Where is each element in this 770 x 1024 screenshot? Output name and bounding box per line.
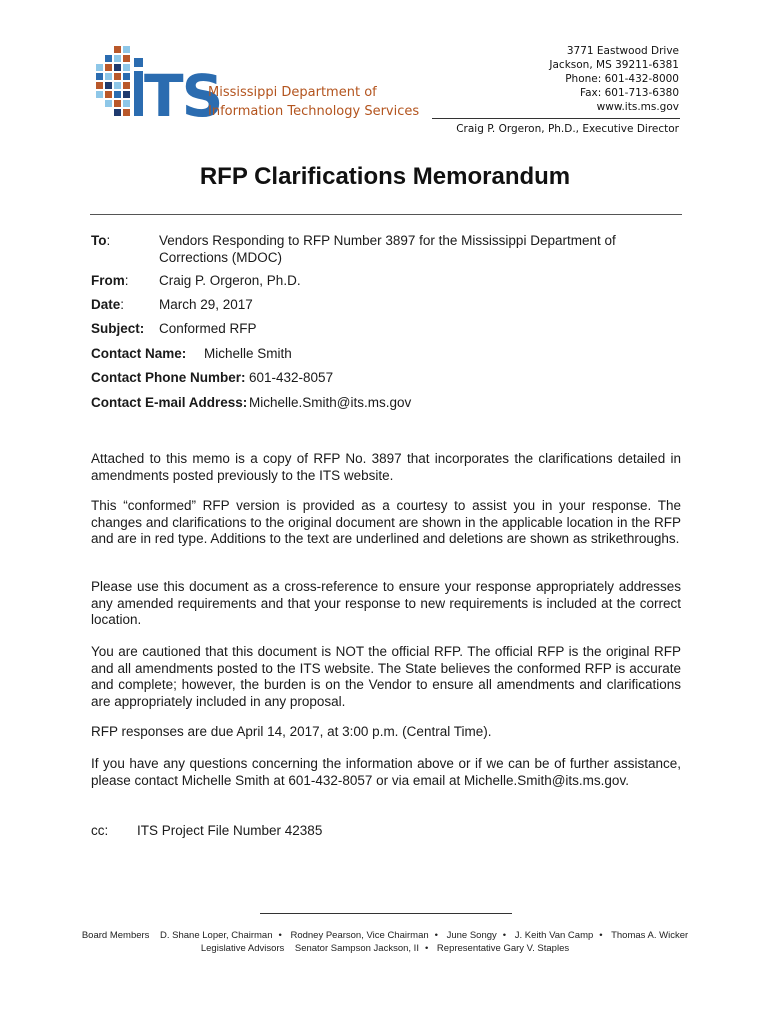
letterhead-divider — [432, 118, 680, 119]
date-label: Date: — [91, 297, 125, 312]
from-label: From: — [91, 273, 129, 288]
footer-board-member: June Songy — [446, 930, 497, 941]
address-block — [549, 44, 679, 114]
its-logo-mark — [92, 44, 222, 130]
address-phone: Phone: 601-432-8000 — [565, 73, 679, 85]
contact-name-label: Contact Name: — [91, 346, 187, 361]
to-label: To: — [91, 233, 111, 248]
footer-advisor: Senator Sampson Jackson, II — [294, 943, 419, 954]
from-value: Craig P. Orgeron, Ph.D. — [159, 273, 301, 288]
svg-text:TS: TS — [144, 62, 222, 130]
title-divider — [90, 214, 682, 215]
contact-email-label: Contact E-mail Address: — [91, 395, 248, 410]
footer-board-members — [0, 929, 770, 942]
cc-label: cc: — [91, 823, 109, 838]
from-label-text: From — [91, 273, 125, 288]
page-title: RFP Clarifications Memorandum — [199, 163, 571, 190]
bullet-icon: • — [434, 930, 438, 941]
body-paragraph-3: Please use this document as a cross-reference to ensure your response appropriately addresses any amended requirements and that your response to new requirements is included at the correct location. — [91, 579, 681, 628]
footer-advisors-label: Legislative Advisors — [200, 943, 285, 954]
footer-legislative-advisors — [0, 942, 770, 955]
subject-value: Conformed RFP — [159, 321, 257, 336]
footer-board-member: J. Keith Van Camp — [514, 930, 594, 941]
cc-value: ITS Project File Number 42385 — [137, 823, 323, 838]
contact-phone-value: 601-432-8057 — [249, 370, 334, 385]
subject-label: Subject: — [91, 321, 145, 336]
to-value-line1: Vendors Responding to RFP Number 3897 for the Mississippi Department of — [159, 233, 616, 248]
contact-email-value[interactable]: Michelle.Smith@its.ms.gov — [249, 395, 412, 410]
footer-board-label: Board Members — [81, 930, 150, 941]
footer-divider — [260, 913, 512, 914]
body-paragraph-5: RFP responses are due April 14, 2017, at 3:00 p.m. (Central Time). — [91, 724, 492, 739]
org-name-line2: Information Technology Services — [208, 104, 420, 119]
its-logo — [92, 44, 432, 128]
date-value: March 29, 2017 — [159, 297, 253, 312]
footer-board-member: Rodney Pearson, Vice Chairman — [290, 930, 429, 941]
bullet-icon: • — [599, 930, 603, 941]
to-value-line2: Corrections (MDOC) — [159, 250, 283, 265]
address-city: Jackson, MS 39211-6381 — [549, 59, 679, 71]
footer-board-member: Thomas A. Wicker — [611, 930, 689, 941]
bullet-icon: • — [424, 943, 429, 954]
footer-advisor: Representative Gary V. Staples — [436, 943, 570, 954]
executive-director: Craig P. Orgeron, Ph.D., Executive Director — [456, 123, 679, 135]
address-fax: Fax: 601-713-6380 — [580, 87, 679, 99]
body-paragraph-1: Attached to this memo is a copy of RFP No. 3897 that incorporates the clarifications detailed in amendments posted previously to the ITS website. — [91, 451, 681, 483]
address-website[interactable]: www.its.ms.gov — [596, 101, 679, 113]
bullet-icon: • — [278, 930, 282, 941]
contact-phone-label: Contact Phone Number: — [91, 370, 246, 385]
date-label-text: Date — [91, 297, 121, 312]
address-street: 3771 Eastwood Drive — [566, 45, 679, 57]
body-paragraph-6: If you have any questions concerning the information above or if we can be of further assistance, please contact Michelle Smith at 601-432-8057 or via email at Michelle.Smith@its.ms.gov. — [91, 756, 681, 788]
contact-name-value: Michelle Smith — [204, 346, 292, 361]
org-name-line1: Mississippi Department of — [208, 85, 377, 100]
footer-board-member: D. Shane Loper, Chairman — [160, 930, 273, 941]
body-paragraph-4: You are cautioned that this document is NOT the official RFP. The official RFP is the original RFP and all amendments posted to the ITS website. The State believes the conformed RFP is accurate and complete; however, the burden is on the Vendor to ensure all amendments and clarifications are appropriately included in any proposal. — [91, 644, 681, 709]
body-paragraph-2: This “conformed” RFP version is provided as a courtesy to assist you in your response. The changes and clarifications to the original document are shown in the applicable location in the RFP and are in red type. Additions to the text are underlined and deletions are shown as strikethroughs. — [91, 498, 681, 547]
bullet-icon: • — [502, 930, 507, 941]
to-label-text: To — [91, 233, 107, 248]
